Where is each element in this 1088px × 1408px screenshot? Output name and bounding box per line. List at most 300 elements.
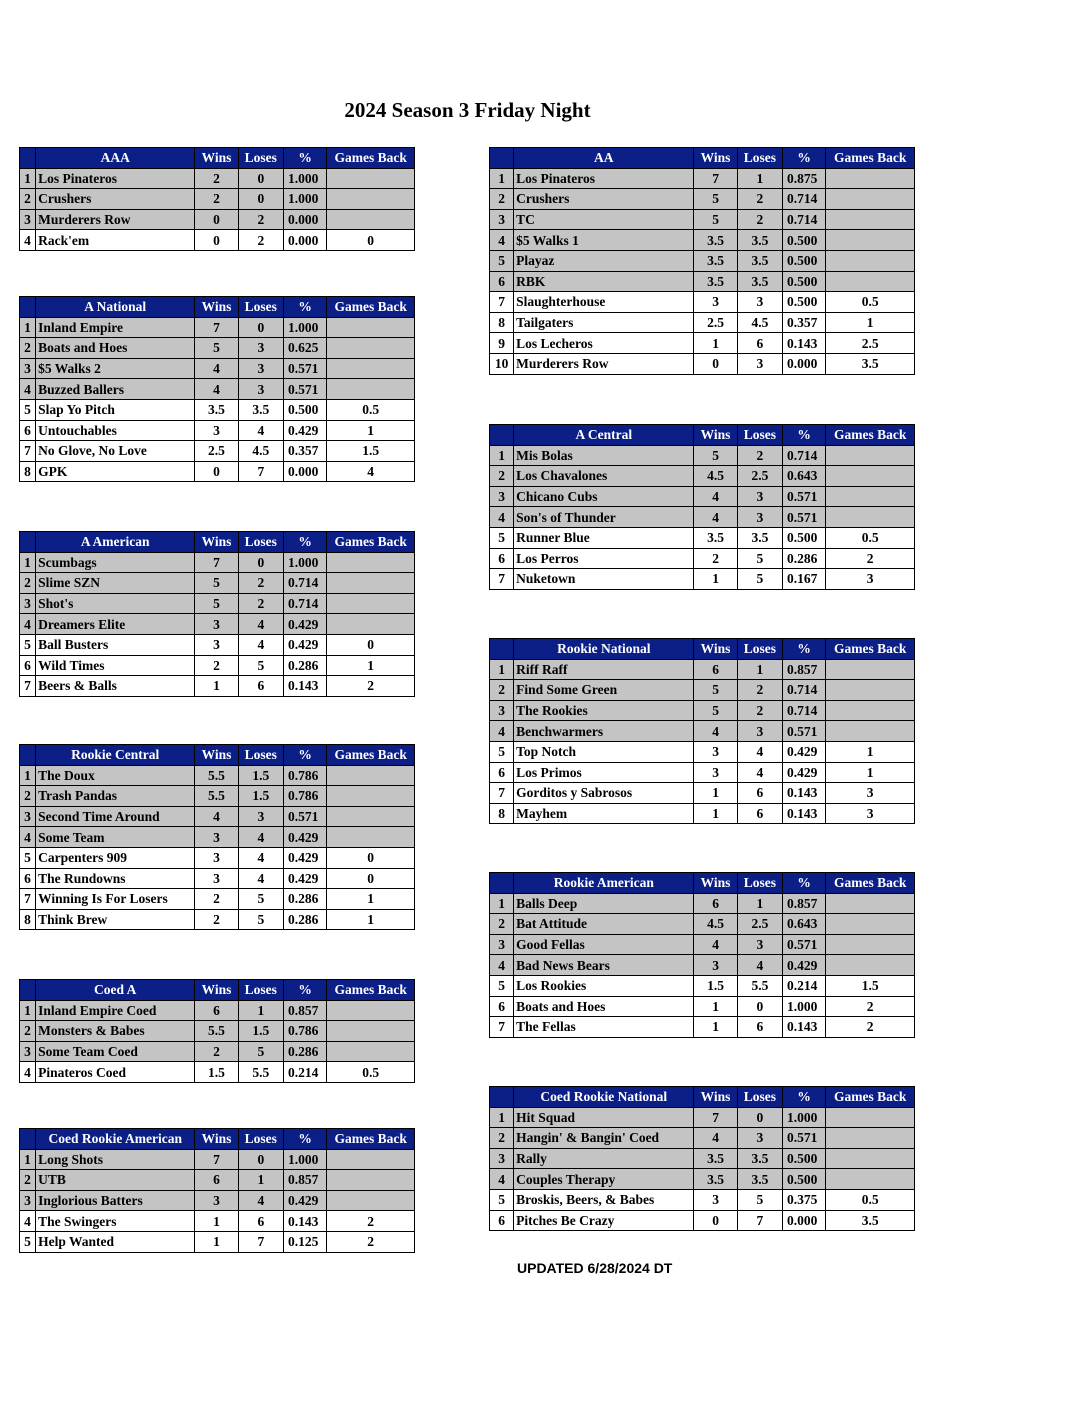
- loses-cell: 0: [238, 168, 283, 189]
- games-back-cell: 0.5: [826, 292, 915, 313]
- games-back-cell: [826, 168, 915, 189]
- pct-cell: 0.286: [783, 548, 826, 569]
- games-back-cell: [327, 317, 415, 338]
- loses-cell: 4.5: [737, 312, 782, 333]
- updated-note: UPDATED 6/28/2024 DT: [517, 1260, 673, 1276]
- header-row: [20, 532, 415, 553]
- rank-cell: 4: [20, 1062, 36, 1083]
- pct-cell: 0.143: [783, 333, 826, 354]
- loses-cell: 0: [238, 189, 283, 210]
- pct-header: %: [283, 297, 326, 318]
- wins-header: Wins: [195, 745, 238, 766]
- games-back-cell: 1.5: [826, 975, 915, 996]
- team-name-cell: The Swingers: [36, 1211, 195, 1232]
- pct-cell: 0.429: [283, 868, 326, 889]
- games-back-cell: 1: [327, 889, 415, 910]
- team-name-cell: Rally: [514, 1148, 694, 1169]
- rank-cell: 5: [20, 1231, 36, 1252]
- wins-cell: 5: [694, 700, 737, 721]
- loses-header: Loses: [238, 980, 283, 1001]
- loses-cell: 0: [238, 1149, 283, 1170]
- wins-cell: 5: [694, 209, 737, 230]
- table-row: [490, 333, 915, 354]
- rank-cell: 2: [20, 1170, 36, 1191]
- rank-cell: 3: [490, 209, 514, 230]
- table-row: [490, 803, 915, 824]
- rank-cell: 1: [20, 1000, 36, 1021]
- pct-cell: 0.571: [783, 721, 826, 742]
- pct-cell: 0.714: [783, 209, 826, 230]
- loses-header: Loses: [238, 1129, 283, 1150]
- header-row: [20, 745, 415, 766]
- header-row: [490, 873, 915, 894]
- team-name-cell: Rack'em: [36, 230, 195, 251]
- games-back-cell: 3: [826, 783, 915, 804]
- wins-cell: 1.5: [195, 1062, 238, 1083]
- loses-cell: 4: [238, 420, 283, 441]
- rank-cell: 8: [490, 312, 514, 333]
- rank-cell: 5: [490, 975, 514, 996]
- wins-cell: 4.5: [694, 466, 737, 487]
- loses-cell: 4: [737, 741, 782, 762]
- pct-cell: 0.214: [283, 1062, 326, 1083]
- wins-cell: 1: [195, 1211, 238, 1232]
- wins-cell: 4: [195, 358, 238, 379]
- wins-cell: 2: [195, 889, 238, 910]
- rank-header: [490, 148, 514, 169]
- pct-cell: 1.000: [283, 1149, 326, 1170]
- wins-cell: 5: [694, 445, 737, 466]
- loses-cell: 4: [238, 847, 283, 868]
- wins-cell: 1: [195, 1231, 238, 1252]
- wins-cell: 7: [195, 552, 238, 573]
- loses-cell: 1.5: [238, 1021, 283, 1042]
- games-back-header: Games Back: [327, 532, 415, 553]
- team-name-cell: Shot's: [36, 593, 195, 614]
- header-row: [490, 425, 915, 446]
- rank-cell: 3: [20, 209, 36, 230]
- wins-cell: 0: [195, 230, 238, 251]
- division-name: Rookie Central: [36, 745, 195, 766]
- wins-cell: 2.5: [694, 312, 737, 333]
- pct-cell: 0.429: [283, 420, 326, 441]
- pct-cell: 0.429: [283, 634, 326, 655]
- loses-cell: 5.5: [238, 1062, 283, 1083]
- rank-cell: 2: [20, 573, 36, 594]
- wins-cell: 3.5: [694, 230, 737, 251]
- standings-table-coed-rookie-american: [19, 1128, 415, 1253]
- table-row: [490, 271, 915, 292]
- table-row: [20, 168, 415, 189]
- rank-cell: 1: [490, 893, 514, 914]
- rank-cell: 5: [490, 1189, 514, 1210]
- games-back-cell: [327, 573, 415, 594]
- rank-cell: 8: [20, 909, 36, 930]
- pct-cell: 0.714: [783, 445, 826, 466]
- table-row: [20, 209, 415, 230]
- wins-cell: 4: [694, 934, 737, 955]
- team-name-cell: Bat Attitude: [514, 914, 694, 935]
- games-back-header: Games Back: [327, 745, 415, 766]
- rank-cell: 5: [20, 634, 36, 655]
- loses-cell: 1: [238, 1170, 283, 1191]
- loses-cell: 4: [238, 614, 283, 635]
- loses-cell: 4.5: [238, 441, 283, 462]
- pct-header: %: [283, 980, 326, 1001]
- rank-cell: 4: [490, 955, 514, 976]
- rank-cell: 1: [490, 659, 514, 680]
- rank-cell: 1: [20, 765, 36, 786]
- games-back-header: Games Back: [327, 297, 415, 318]
- rank-cell: 3: [490, 1148, 514, 1169]
- wins-cell: 7: [694, 168, 737, 189]
- loses-cell: 3: [737, 1128, 782, 1149]
- header-row: [490, 148, 915, 169]
- standings-table-rookie-central: [19, 744, 415, 930]
- games-back-header: Games Back: [327, 148, 415, 169]
- team-name-cell: $5 Walks 1: [514, 230, 694, 251]
- loses-header: Loses: [238, 297, 283, 318]
- team-name-cell: Hit Squad: [514, 1107, 694, 1128]
- table-row: [20, 230, 415, 251]
- table-row: [490, 445, 915, 466]
- pct-cell: 0.000: [283, 230, 326, 251]
- team-name-cell: Runner Blue: [514, 527, 694, 548]
- rank-header: [20, 745, 36, 766]
- wins-cell: 3: [195, 634, 238, 655]
- header-row: [20, 148, 415, 169]
- loses-cell: 2: [737, 209, 782, 230]
- wins-cell: 1: [694, 333, 737, 354]
- table-row: [20, 189, 415, 210]
- loses-cell: 0: [238, 317, 283, 338]
- team-name-cell: Los Pinateros: [514, 168, 694, 189]
- games-back-cell: 3: [826, 569, 915, 590]
- rank-cell: 3: [490, 486, 514, 507]
- wins-cell: 7: [694, 1107, 737, 1128]
- team-name-cell: Riff Raff: [514, 659, 694, 680]
- wins-cell: 0: [195, 461, 238, 482]
- pct-cell: 0.857: [283, 1170, 326, 1191]
- rank-cell: 5: [490, 250, 514, 271]
- loses-cell: 0: [238, 552, 283, 573]
- wins-cell: 3: [694, 741, 737, 762]
- team-name-cell: TC: [514, 209, 694, 230]
- games-back-cell: [826, 721, 915, 742]
- team-name-cell: Los Pinateros: [36, 168, 195, 189]
- rank-header: [490, 873, 514, 894]
- team-name-cell: Beers & Balls: [36, 676, 195, 697]
- rank-header: [490, 639, 514, 660]
- team-name-cell: Untouchables: [36, 420, 195, 441]
- games-back-cell: [826, 680, 915, 701]
- rank-cell: 8: [490, 803, 514, 824]
- table-row: [20, 676, 415, 697]
- loses-cell: 5: [238, 655, 283, 676]
- rank-cell: 7: [490, 569, 514, 590]
- table-row: [20, 338, 415, 359]
- pct-header: %: [783, 1087, 826, 1108]
- table-row: [20, 614, 415, 635]
- team-name-cell: Buzzed Ballers: [36, 379, 195, 400]
- games-back-cell: 3.5: [826, 1210, 915, 1231]
- team-name-cell: Chicano Cubs: [514, 486, 694, 507]
- loses-cell: 5: [737, 1189, 782, 1210]
- loses-cell: 3: [737, 507, 782, 528]
- team-name-cell: Carpenters 909: [36, 847, 195, 868]
- games-back-header: Games Back: [826, 873, 915, 894]
- table-row: [20, 1000, 415, 1021]
- loses-cell: 7: [238, 461, 283, 482]
- rank-cell: 3: [20, 806, 36, 827]
- table-row: [20, 399, 415, 420]
- pct-cell: 0.857: [783, 893, 826, 914]
- wins-cell: 4: [195, 379, 238, 400]
- games-back-cell: [327, 552, 415, 573]
- loses-cell: 2: [737, 700, 782, 721]
- team-name-cell: Find Some Green: [514, 680, 694, 701]
- games-back-cell: [327, 358, 415, 379]
- wins-cell: 1: [694, 803, 737, 824]
- pct-cell: 0.286: [283, 909, 326, 930]
- games-back-header: Games Back: [327, 980, 415, 1001]
- games-back-cell: 2: [327, 676, 415, 697]
- standings-table-coed-a: [19, 979, 415, 1083]
- table-row: [490, 996, 915, 1017]
- rank-cell: 3: [20, 358, 36, 379]
- division-name: A American: [36, 532, 195, 553]
- games-back-cell: 1: [327, 909, 415, 930]
- header-row: [490, 1087, 915, 1108]
- team-name-cell: Wild Times: [36, 655, 195, 676]
- rank-header: [490, 1087, 514, 1108]
- table-row: [20, 1021, 415, 1042]
- table-row: [490, 721, 915, 742]
- loses-cell: 1.5: [238, 786, 283, 807]
- table-row: [20, 1170, 415, 1191]
- loses-cell: 1: [737, 659, 782, 680]
- loses-header: Loses: [737, 425, 782, 446]
- wins-cell: 1: [195, 676, 238, 697]
- team-name-cell: Mayhem: [514, 803, 694, 824]
- wins-cell: 0: [694, 1210, 737, 1231]
- team-name-cell: Tailgaters: [514, 312, 694, 333]
- table-row: [20, 441, 415, 462]
- pct-cell: 0.571: [283, 379, 326, 400]
- rank-cell: 2: [490, 189, 514, 210]
- wins-cell: 2: [694, 548, 737, 569]
- wins-header: Wins: [195, 148, 238, 169]
- games-back-header: Games Back: [826, 639, 915, 660]
- wins-header: Wins: [694, 425, 737, 446]
- wins-cell: 2: [195, 1041, 238, 1062]
- wins-cell: 6: [694, 893, 737, 914]
- wins-header: Wins: [195, 297, 238, 318]
- table-row: [490, 893, 915, 914]
- pct-cell: 0.500: [783, 292, 826, 313]
- loses-cell: 2: [238, 230, 283, 251]
- loses-cell: 3: [737, 292, 782, 313]
- loses-cell: 5: [737, 569, 782, 590]
- rank-cell: 1: [20, 168, 36, 189]
- header-row: [20, 297, 415, 318]
- team-name-cell: Second Time Around: [36, 806, 195, 827]
- table-row: [490, 466, 915, 487]
- games-back-cell: 1: [327, 420, 415, 441]
- loses-cell: 5: [238, 1041, 283, 1062]
- loses-cell: 3: [238, 379, 283, 400]
- loses-cell: 5: [737, 548, 782, 569]
- table-row: [490, 353, 915, 374]
- rank-cell: 2: [20, 338, 36, 359]
- team-name-cell: The Rundowns: [36, 868, 195, 889]
- rank-cell: 4: [490, 1169, 514, 1190]
- pct-cell: 0.625: [283, 338, 326, 359]
- pct-cell: 0.500: [283, 399, 326, 420]
- pct-cell: 0.500: [783, 1148, 826, 1169]
- loses-cell: 6: [238, 1211, 283, 1232]
- pct-cell: 0.429: [783, 762, 826, 783]
- rank-cell: 4: [490, 507, 514, 528]
- rank-cell: 6: [490, 271, 514, 292]
- team-name-cell: Dreamers Elite: [36, 614, 195, 635]
- games-back-cell: 2: [826, 996, 915, 1017]
- rank-cell: 4: [20, 379, 36, 400]
- wins-header: Wins: [694, 148, 737, 169]
- wins-cell: 1: [694, 569, 737, 590]
- standings-table-a-national: [19, 296, 415, 482]
- games-back-cell: [826, 1128, 915, 1149]
- table-row: [20, 379, 415, 400]
- wins-cell: 2: [195, 655, 238, 676]
- games-back-cell: [327, 614, 415, 635]
- loses-cell: 4: [238, 1190, 283, 1211]
- rank-cell: 3: [490, 934, 514, 955]
- wins-cell: 3: [694, 955, 737, 976]
- table-row: [490, 209, 915, 230]
- pct-cell: 0.429: [283, 847, 326, 868]
- games-back-cell: [826, 230, 915, 251]
- loses-cell: 1: [238, 1000, 283, 1021]
- rank-cell: 3: [20, 1190, 36, 1211]
- team-name-cell: Good Fellas: [514, 934, 694, 955]
- wins-cell: 3: [694, 292, 737, 313]
- division-name: A National: [36, 297, 195, 318]
- loses-cell: 1: [737, 893, 782, 914]
- wins-cell: 3.5: [694, 1169, 737, 1190]
- pct-header: %: [783, 639, 826, 660]
- loses-cell: 4: [737, 955, 782, 976]
- pct-cell: 0.429: [283, 1190, 326, 1211]
- games-back-cell: 1: [826, 741, 915, 762]
- rank-cell: 2: [490, 1128, 514, 1149]
- team-name-cell: Broskis, Beers, & Babes: [514, 1189, 694, 1210]
- wins-cell: 1: [694, 996, 737, 1017]
- rank-cell: 1: [20, 1149, 36, 1170]
- rank-cell: 7: [490, 783, 514, 804]
- loses-cell: 3.5: [737, 1148, 782, 1169]
- pct-cell: 0.714: [283, 593, 326, 614]
- wins-cell: 7: [195, 317, 238, 338]
- rank-cell: 6: [490, 1210, 514, 1231]
- standings-table-aaa: [19, 147, 415, 251]
- table-row: [20, 1190, 415, 1211]
- games-back-cell: [327, 338, 415, 359]
- games-back-cell: 0.5: [327, 399, 415, 420]
- wins-cell: 1: [694, 1017, 737, 1038]
- games-back-cell: [327, 827, 415, 848]
- table-row: [490, 569, 915, 590]
- rank-cell: 7: [20, 441, 36, 462]
- pct-header: %: [783, 873, 826, 894]
- division-name: Rookie National: [514, 639, 694, 660]
- games-back-cell: 1.5: [327, 441, 415, 462]
- team-name-cell: Crushers: [36, 189, 195, 210]
- team-name-cell: Pinateros Coed: [36, 1062, 195, 1083]
- rank-header: [20, 1129, 36, 1150]
- loses-cell: 3: [238, 806, 283, 827]
- pct-cell: 0.000: [283, 461, 326, 482]
- wins-cell: 3.5: [694, 271, 737, 292]
- pct-cell: 0.643: [783, 914, 826, 935]
- wins-cell: 5.5: [195, 765, 238, 786]
- team-name-cell: Top Notch: [514, 741, 694, 762]
- rank-cell: 2: [490, 680, 514, 701]
- team-name-cell: Balls Deep: [514, 893, 694, 914]
- rank-cell: 1: [20, 552, 36, 573]
- wins-cell: 1.5: [694, 975, 737, 996]
- loses-cell: 2.5: [737, 914, 782, 935]
- rank-cell: 6: [20, 420, 36, 441]
- loses-cell: 4: [238, 634, 283, 655]
- pct-cell: 0.429: [783, 741, 826, 762]
- team-name-cell: Murderers Row: [36, 209, 195, 230]
- team-name-cell: Murderers Row: [514, 353, 694, 374]
- wins-cell: 5.5: [195, 786, 238, 807]
- table-row: [490, 292, 915, 313]
- team-name-cell: Benchwarmers: [514, 721, 694, 742]
- wins-cell: 0: [195, 209, 238, 230]
- rank-cell: 6: [490, 762, 514, 783]
- team-name-cell: $5 Walks 2: [36, 358, 195, 379]
- games-back-cell: [327, 593, 415, 614]
- pct-cell: 0.714: [783, 680, 826, 701]
- team-name-cell: Slaughterhouse: [514, 292, 694, 313]
- pct-cell: 0.571: [283, 806, 326, 827]
- header-row: [490, 639, 915, 660]
- wins-cell: 3: [694, 762, 737, 783]
- wins-cell: 3.5: [195, 399, 238, 420]
- games-back-cell: 0: [327, 230, 415, 251]
- rank-cell: 3: [20, 593, 36, 614]
- games-back-cell: [826, 893, 915, 914]
- wins-cell: 1: [694, 783, 737, 804]
- rank-cell: 7: [20, 889, 36, 910]
- team-name-cell: GPK: [36, 461, 195, 482]
- team-name-cell: Long Shots: [36, 1149, 195, 1170]
- wins-cell: 4.5: [694, 914, 737, 935]
- pct-header: %: [783, 425, 826, 446]
- loses-cell: 2: [238, 573, 283, 594]
- games-back-cell: [327, 806, 415, 827]
- loses-cell: 6: [737, 803, 782, 824]
- table-row: [20, 827, 415, 848]
- rank-header: [20, 297, 36, 318]
- pct-cell: 0.500: [783, 230, 826, 251]
- loses-header: Loses: [737, 873, 782, 894]
- table-row: [20, 847, 415, 868]
- rank-cell: 5: [490, 527, 514, 548]
